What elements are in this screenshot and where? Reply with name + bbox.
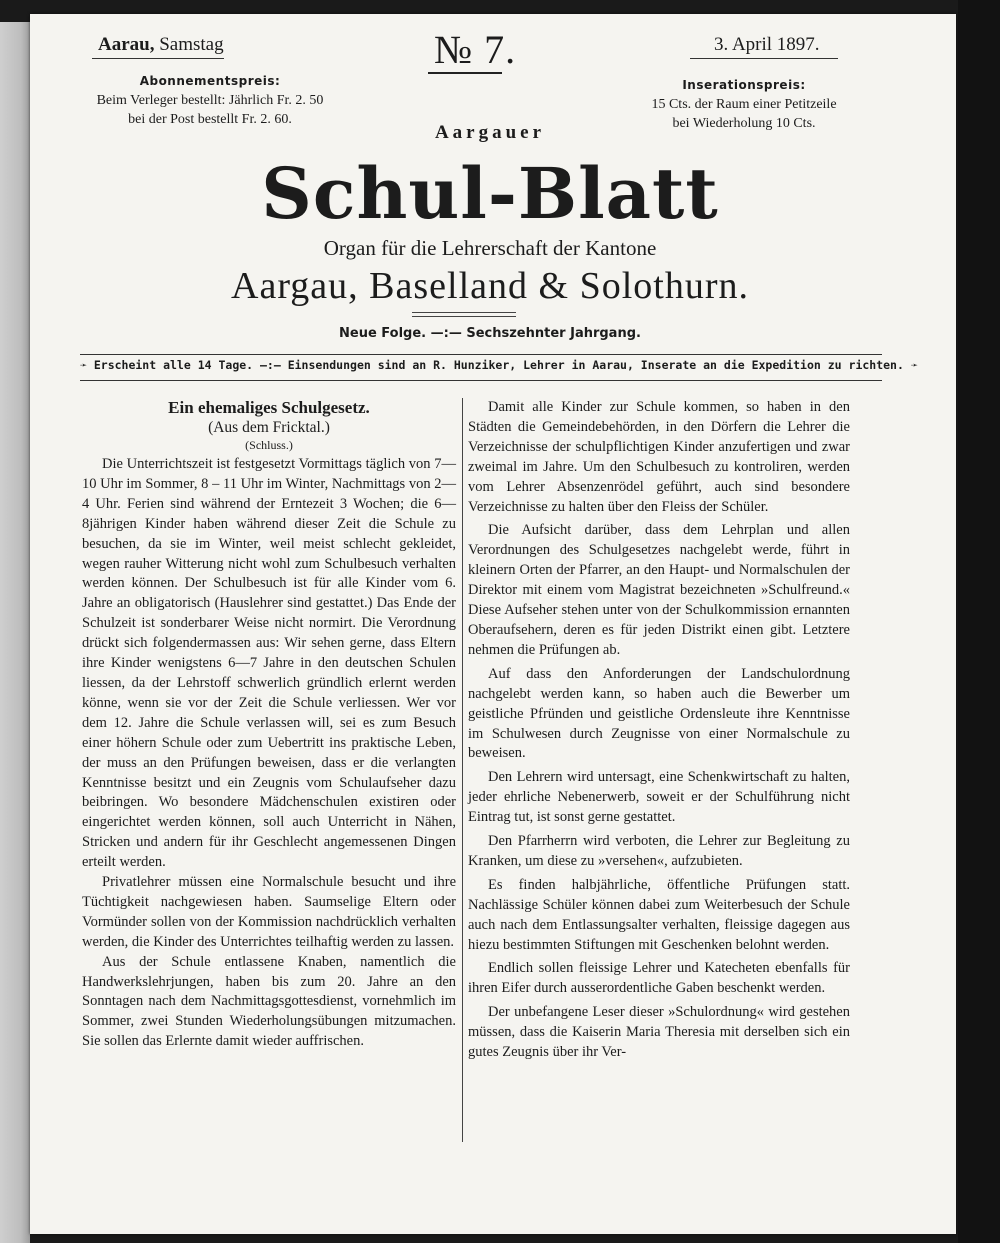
insertion-heading: Inserationspreis: bbox=[682, 78, 806, 92]
article-paragraph: Den Pfarrherrn wird verboten, die Lehrer zur Begleitung zu Kranken, um diese zu »versehen«, aufzubieten. bbox=[468, 833, 850, 869]
article-paragraph: Der unbefangene Leser dieser »Schulordnung« wird gestehen müssen, dass die Kaiserin Maria Theresia mit derselben sich ein gutes Zeugnis über ihr Ver- bbox=[468, 1004, 850, 1061]
rule bbox=[80, 354, 882, 355]
masthead-pretitle: Aargauer bbox=[434, 122, 546, 143]
rule bbox=[690, 58, 838, 59]
column-divider bbox=[462, 398, 463, 1142]
rule bbox=[428, 72, 502, 74]
subscription-line-2: bei der Post bestellt Fr. 2. 60. bbox=[128, 112, 292, 127]
right-column bbox=[468, 398, 850, 1067]
article-title: Ein ehemaliges Schulgesetz. bbox=[168, 398, 370, 417]
insertion-line-1: 15 Cts. der Raum einer Petitzeile bbox=[651, 97, 837, 112]
article-paragraph: Auf dass den Anforderungen der Landschulordnung nachgelebt werden kann, so haben auch die Bewerber um geistliche Pfründen und geistliche Ordensleute ihre Kenntnisse im Schulwesen durch Zeugnisse von einer Normalschule zu beweisen. bbox=[468, 665, 850, 762]
publication-notice: ➛ Erscheint alle 14 Tage. —:— Einsendungen sind an R. Hunziker, Lehrer in Aarau, Inserate an die Expedition zu richten. ➛ bbox=[80, 358, 918, 372]
subscription-heading: Abonnementspreis: bbox=[139, 74, 281, 88]
article-paragraph: Den Lehrern wird untersagt, eine Schenkwirtschaft zu halten, jeder ehrliche Nebenerwerb, soweit er der Schulführung nicht Eintrag tut, ist sonst gerne gestattet. bbox=[468, 769, 850, 826]
masthead-title: Schul-Blatt bbox=[261, 152, 719, 235]
issue-date: 3. April 1897. bbox=[714, 34, 820, 55]
subscription-price-block bbox=[70, 72, 350, 129]
article-paragraph: Aus der Schule entlassene Knaben, namentlich die Handwerkslehrjungen, haben bis zum 20. Jahre an den Sonntagen nach dem Nachmittagsgottesdienst, vornehmlich im Sommer, zwei Stunden Wiederholungsübungen mitzumachen. Sie sollen das Erlernte damit wieder auffrischen. bbox=[82, 953, 456, 1050]
article-subtitle: (Aus dem Fricktal.) bbox=[208, 419, 330, 436]
scan-left-edge bbox=[0, 22, 30, 1243]
article-paragraph: Die Unterrichtszeit ist festgesetzt Vormittags täglich von 7—10 Uhr im Sommer, 8 – 11 Uhr im Winter, Nachmittags von 2—4 Uhr. Ferien sind während der Erntezeit 3 Wochen; die 6—8jährigen Kinder haben während dieser Zeit die Schule zu besuchen, da sie im Winter, weil meist schlecht gekleidet, wegen rauher Witterung nicht wohl zum Schulbesuch verhalten werden können. Der Schulbesuch ist für alle Kinder vom 6. Jahre an obligatorisch (Hauslehrer sind gestattet.) Das Ende der Schulzeit ist sonderbarer Weise nicht normirt. Die Verordnung drückt sich folgendermassen aus: Wir sehen gerne, dass Eltern ihre Kinder wenigstens 6—7 Jahre in den deutschen Schulen liessen, da der Lehrstoff schwerlich gründlich erlernt werden könne, wenn sie vor der Zeit die Schule verliessen. Wer vor dem 12. Jahre die Schule verlassen will, sei es zum Besuch einer höhern Schule oder zum Uebertritt ins praktische Leben, der muss an den Prüfungen beweisen, dass er die verlangten Kenntnisse besitzt und ein Zeugnis vom Schulaufseher dazu beibringen. Wo besondere Mädchenschulen existiren oder eingerichtet werden können, soll auch Unterricht in Nähen, Stricken und andern für ihr Geschlecht angemessenen Dingen erteilt werden. bbox=[82, 456, 456, 871]
newspaper-page bbox=[30, 14, 956, 1234]
scan-right-border bbox=[958, 0, 1000, 1243]
subscription-line-1: Beim Verleger bestellt: Jährlich Fr. 2. 50 bbox=[96, 93, 324, 108]
insertion-line-2: bei Wiederholung 10 Cts. bbox=[672, 116, 816, 131]
insertion-price-block bbox=[614, 76, 874, 133]
article-paragraph: Endlich sollen fleissige Lehrer und Katecheten ebenfalls für ihren Eifer durch ausserordentliche Gaben beschenkt werden. bbox=[468, 960, 850, 997]
issue-day: Samstag bbox=[159, 34, 224, 55]
masthead-cantons: Aargau, Baselland & Solothurn. bbox=[231, 265, 749, 307]
issue-number: № 7. bbox=[434, 27, 517, 72]
rule bbox=[92, 58, 224, 59]
series-line: Neue Folge. —:— Sechszehnter Jahrgang. bbox=[339, 326, 641, 341]
masthead-organ-line: Organ für die Lehrerschaft der Kantone bbox=[323, 236, 657, 260]
double-rule bbox=[412, 312, 516, 317]
rule bbox=[80, 380, 882, 381]
article-paragraph: Privatlehrer müssen eine Normalschule besucht und ihre Tüchtigkeit nachgewiesen haben. Saumselige Eltern oder Vormünder sollen von der Kommission nachdrücklich verhalten werden, die Kinder des Unterrichtes teilhaftig werden zu lassen. bbox=[82, 874, 456, 950]
article-paragraph: Die Aufsicht darüber, dass dem Lehrplan und allen Verordnungen des Schulgesetzes nachgelebt werde, führt in kleinern Orten der Pfarrer, an den Haupt- und Normalschulen der Direktor mit einem vom Magistrat bezeichneten »Schulfreund.« Diese Aufseher stehen unter von der Schulkommission ernannten Oberaufsehern, deren es für jeden Distrikt einen gibt. Letztere nehmen die Prüfungen ab. bbox=[468, 522, 850, 658]
issue-place-day bbox=[98, 34, 224, 56]
article-paragraph: Damit alle Kinder zur Schule kommen, so haben in den Städten die Gemeindebehörden, in den Dörfern die Lehrer die Verzeichnisse der schulpflichtigen Kinder anzufertigen und zwar zweimal im Jahre. Um den Schulbesuch zu kontroliren, werden vom Lehrer Absenzenrödel geführt, auch sind besondere Verzeichnisse zu halten über den Fleiss der Schüler. bbox=[468, 399, 850, 515]
issue-place: Aarau, bbox=[98, 34, 155, 55]
article-continuation-note: (Schluss.) bbox=[245, 438, 293, 452]
left-column bbox=[82, 398, 456, 1052]
article-paragraph: Es finden halbjährliche, öffentliche Prüfungen statt. Nachlässige Schüler können dabei zum Weiterbesuch der Schule auch nach dem Entlassungsalter verhalten, fleissige dagegen aus hiezu bestimmten Stiftungen mit Geschenken belohnt werden. bbox=[468, 876, 850, 953]
